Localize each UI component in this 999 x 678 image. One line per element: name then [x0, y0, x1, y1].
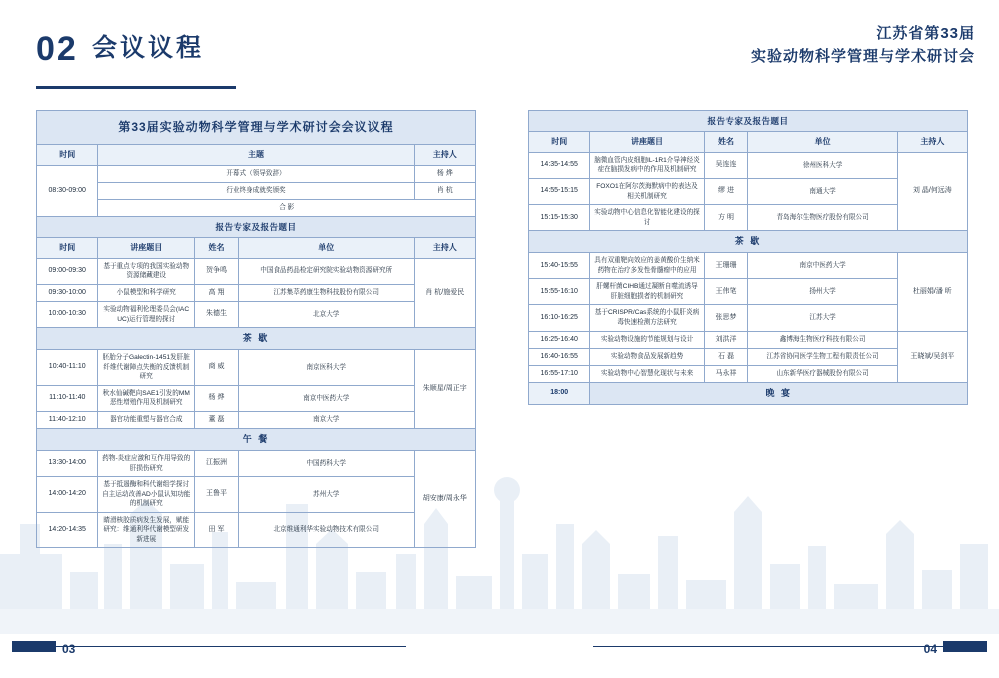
cell-name: 高 翔: [195, 284, 239, 301]
table-row: [37, 183, 476, 200]
band-label: 午 餐: [37, 428, 476, 450]
conference-title: [751, 22, 975, 69]
cell-name: 商 威: [195, 350, 239, 386]
band-tea: [37, 328, 476, 350]
cell-name: 刘洪洋: [704, 331, 748, 348]
footer-line-right: [593, 646, 943, 648]
right-agenda-table: [528, 110, 968, 405]
cell-unit: 江苏集萃药康生物科技股份有限公司: [238, 284, 414, 301]
col-name: 姓名: [704, 132, 748, 153]
cell-host: 朱顺星/周正宇: [414, 350, 475, 429]
cell-unit: 南京中医药大学: [238, 385, 414, 411]
cell-name: 方 明: [704, 205, 748, 231]
cell-time: 14:00-14:20: [37, 477, 98, 513]
cell-host: 肖 杭: [414, 183, 475, 200]
left-table-head-main: [37, 145, 476, 166]
cell-host: 王晓斌/吴剑平: [897, 331, 967, 382]
table-row: [529, 152, 968, 178]
cell-unit: 江苏大学: [748, 305, 897, 331]
cell-name: 王伟笔: [704, 279, 748, 305]
cell-time: 18:00: [529, 382, 590, 404]
table-row: [37, 284, 476, 301]
page-number-left: 03: [62, 642, 76, 656]
cell-name: 董 磊: [195, 411, 239, 428]
cell-unit: 南京中医药大学: [748, 253, 897, 279]
cell-topic: 行业终身成就奖颁奖: [98, 183, 414, 200]
left-table-title-row: [37, 111, 476, 145]
cell-topic: 合 影: [98, 200, 476, 217]
cell-talk-title: 肝螺杆菌CIHB通过凝断自噬流诱导肝脏细胞损者的机制研究: [590, 279, 704, 305]
cell-talk-title: 器官功能重塑与器官合成: [98, 411, 195, 428]
right-agenda-table-wrap: [528, 110, 968, 405]
col-host: 主持人: [897, 132, 967, 153]
cell-time: 16:25-16:40: [529, 331, 590, 348]
cell-host: 杨 烨: [414, 165, 475, 182]
cell-unit: 青岛海尔生物医疗股份有限公司: [748, 205, 897, 231]
cell-host: 肖 杭/施爱民: [414, 258, 475, 327]
cell-time: 11:40-12:10: [37, 411, 98, 428]
table-row: [37, 512, 476, 548]
cell-name: 王珊珊: [704, 253, 748, 279]
cell-time: 16:55-17:10: [529, 365, 590, 382]
cell-talk-title: 小鼠模型和科学研究: [98, 284, 195, 301]
cell-time: 16:10-16:25: [529, 305, 590, 331]
cell-time: 15:15-15:30: [529, 205, 590, 231]
cell-name: 杨 烨: [195, 385, 239, 411]
table-row: [37, 200, 476, 217]
cell-unit: 南京医科大学: [238, 350, 414, 386]
cell-time: 14:35-14:55: [529, 152, 590, 178]
cell-talk-title: 实验动物食品发展新趋势: [590, 348, 704, 365]
col-name: 姓名: [195, 238, 239, 259]
cell-talk-title: 胚胎分子Galectin-1451发肝脏纤维代谢障点失衡的反馈机制研究: [98, 350, 195, 386]
cell-time: 09:00-09:30: [37, 258, 98, 284]
cell-unit: 南京大学: [238, 411, 414, 428]
cell-talk-title: 秋水仙碱靶向SAE1引发的MM恶性增殖作用及机制研究: [98, 385, 195, 411]
cell-time: 14:55-15:15: [529, 179, 590, 205]
cell-host: 杜丽娟/潘 昕: [897, 253, 967, 331]
band-label: 报告专家及报告题目: [37, 216, 476, 237]
cell-talk-title: 具有双重靶向效应的姜黄酸价生纳米药物在治疗多发性骨髓瘤中的应用: [590, 253, 704, 279]
table-row: [37, 451, 476, 477]
band-label: 茶 歇: [529, 231, 968, 253]
cell-name: 张思梦: [704, 305, 748, 331]
col-host: 主持人: [414, 145, 475, 166]
table-row: [37, 350, 476, 386]
band-label: 晚 宴: [590, 382, 968, 404]
cell-unit: 江苏省协同医学生物工程有限责任公司: [748, 348, 897, 365]
cell-time: 15:40-15:55: [529, 253, 590, 279]
table-row: [37, 385, 476, 411]
cell-unit: 北京大学: [238, 301, 414, 327]
col-host: 主持人: [414, 238, 475, 259]
table-row: [529, 253, 968, 279]
cell-talk-title: 药物-炎症应激和互作用导致的肝损伤研究: [98, 451, 195, 477]
table-row: [37, 165, 476, 182]
cell-name: 吴连连: [704, 152, 748, 178]
cell-talk-title: 实验动物中心智慧化现状与未来: [590, 365, 704, 382]
band-talks: [37, 216, 476, 237]
conference-title-line1: 江苏省第33届: [876, 25, 975, 42]
cell-name: 田 军: [195, 512, 239, 548]
cell-talk-title: 实验动物福利伦理委员会(IACUC)运行管理的探讨: [98, 301, 195, 327]
table-row: [37, 258, 476, 284]
left-table-title: 第33届实验动物科学管理与学术研讨会会议议程: [37, 111, 476, 145]
cell-talk-title: 基于抵遏酶和科代谢组学探讨自主运动改善AD小鼠认知功能的机制研究: [98, 477, 195, 513]
table-row: [37, 477, 476, 513]
left-agenda-table-wrap: [36, 110, 476, 548]
col-unit: 单位: [748, 132, 897, 153]
cell-time: 11:10-11:40: [37, 385, 98, 411]
cell-unit: 山东新华医疗器械股份有限公司: [748, 365, 897, 382]
cell-talk-title: 实验动物中心信息化智能化建设的探讨: [590, 205, 704, 231]
cell-unit: 徐州医科大学: [748, 152, 897, 178]
section-number: 02: [36, 30, 78, 68]
table-row: [37, 301, 476, 327]
cell-name: 石 磊: [704, 348, 748, 365]
cell-unit: 中国食品药品检定研究院实验动物资源研究所: [238, 258, 414, 284]
right-table-head-talk: [529, 132, 968, 153]
cell-name: 贺争鸣: [195, 258, 239, 284]
band-dinner: [529, 382, 968, 404]
col-time: 时间: [529, 132, 590, 153]
cell-unit: 扬州大学: [748, 279, 897, 305]
col-unit: 单位: [238, 238, 414, 259]
footer-bar-left: [12, 641, 56, 652]
band-label: 茶 歇: [37, 328, 476, 350]
col-time: 时间: [37, 238, 98, 259]
table-row: [37, 411, 476, 428]
cell-talk-title: 基于CRISPR/Cas系统的小鼠肝炎病毒快速检测方法研究: [590, 305, 704, 331]
col-talk-title: 讲座题目: [98, 238, 195, 259]
col-time: 时间: [37, 145, 98, 166]
right-table-title: 报告专家及报告题目: [529, 111, 968, 132]
cell-unit: 北京维通利华实验动物技术有限公司: [238, 512, 414, 548]
cell-time: 15:55-16:10: [529, 279, 590, 305]
cell-time: 13:30-14:00: [37, 451, 98, 477]
cell-talk-title: 实验动物设施的节能规划与设计: [590, 331, 704, 348]
cell-talk-title: FOXO1在阿尔茨海默病中的表达及相关机制研究: [590, 179, 704, 205]
cell-name: 朱德生: [195, 301, 239, 327]
page-number-right: 04: [923, 642, 937, 656]
cell-name: 王鲁平: [195, 477, 239, 513]
cell-time: 14:20-14:35: [37, 512, 98, 548]
cell-unit: 南通大学: [748, 179, 897, 205]
cell-time: 09:30-10:00: [37, 284, 98, 301]
section-title: 会议议程: [92, 34, 205, 62]
cell-topic: 开幕式（领导致辞）: [98, 165, 414, 182]
header-divider: [36, 86, 236, 89]
left-agenda-table: [36, 110, 476, 548]
col-topic: 主题: [98, 145, 414, 166]
band-tea: [529, 231, 968, 253]
left-table-head-talk: [37, 238, 476, 259]
cell-host: 胡安康/周永华: [414, 451, 475, 548]
conference-title-line2: 实验动物科学管理与学术研讨会: [750, 48, 975, 66]
cell-time: 10:00-10:30: [37, 301, 98, 327]
footer-bar-right: [943, 641, 987, 652]
cell-unit: 鑫博海生物医疗科技有限公司: [748, 331, 897, 348]
cell-time: 08:30-09:00: [37, 165, 98, 216]
cell-time: 16:40-16:55: [529, 348, 590, 365]
cell-talk-title: 睛滑核胶质病发生发展，赋能研究：维通利华代谢模型研发新进展: [98, 512, 195, 548]
band-lunch: [37, 428, 476, 450]
cell-talk-title: 脑微血管内皮细胞IL-1R1介导神经炎症在脑损发病中的作用及机制研究: [590, 152, 704, 178]
cell-time: 10:40-11:10: [37, 350, 98, 386]
table-row: [529, 331, 968, 348]
cell-host: 刘 晶/何远涛: [897, 152, 967, 230]
col-talk-title: 讲座题目: [590, 132, 704, 153]
right-table-title-row: [529, 111, 968, 132]
cell-unit: 中国药科大学: [238, 451, 414, 477]
cell-name: 江振洲: [195, 451, 239, 477]
cell-name: 缪 进: [704, 179, 748, 205]
cell-name: 马永祥: [704, 365, 748, 382]
cell-unit: 苏州大学: [238, 477, 414, 513]
footer-line-left: [56, 646, 406, 648]
cell-talk-title: 基于重点专项的我国实验动物资源储藏建设: [98, 258, 195, 284]
